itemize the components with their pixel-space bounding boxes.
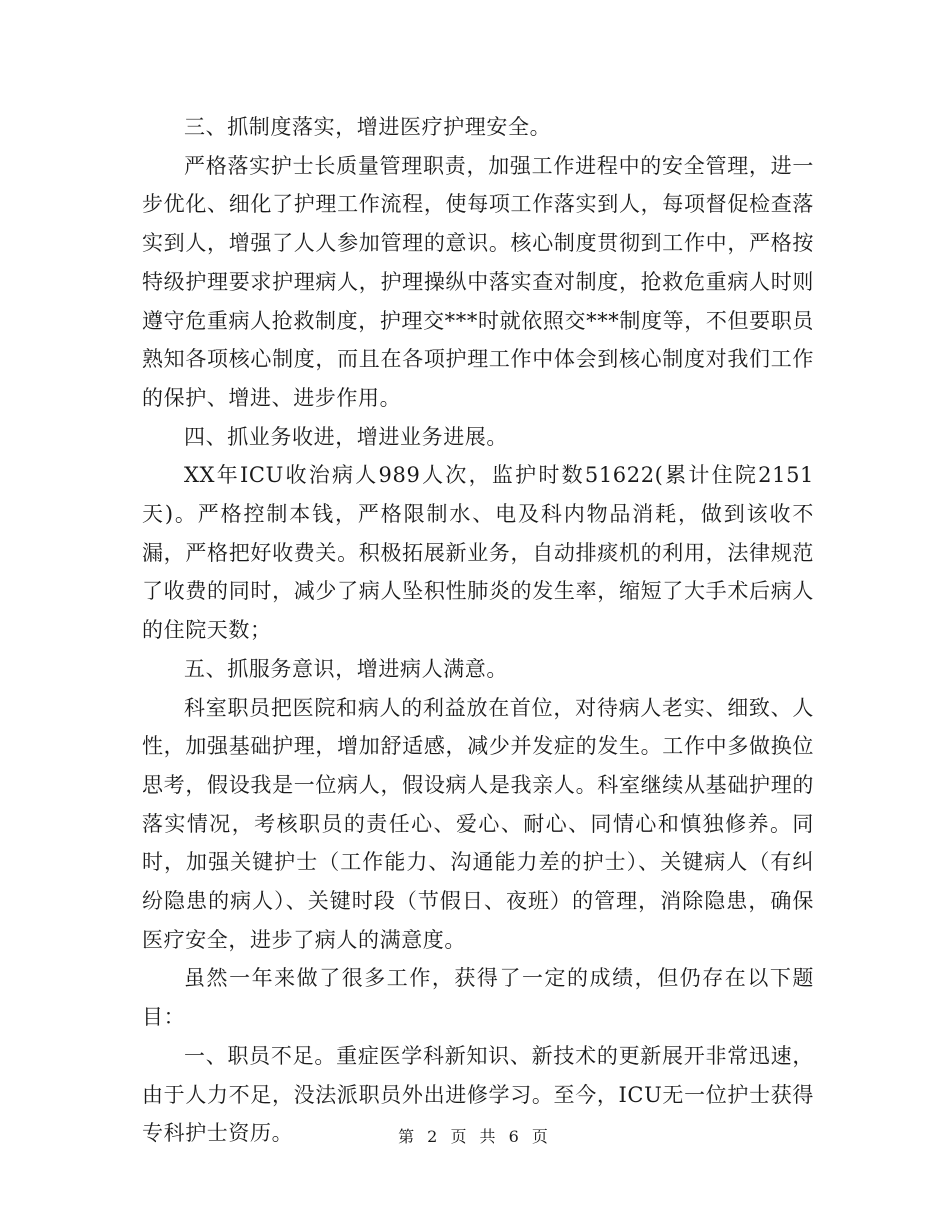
paragraph-body: 虽然一年来做了很多工作，获得了一定的成绩，但仍存在以下题目： (142, 966, 814, 1030)
paragraph-body: 科室职员把医院和病人的利益放在首位，对待病人老实、细致、人性，加强基础护理，增加舒适感，减少并发症的发生。工作中多做换位思考，假设我是一位病人，假设病人是我亲人。科室继续从基础护理的落实情况，考核职员的责任心、爱心、耐心、同情心和慎独修养。同时，加强关键护士（工作能力、沟通能力差的护士）、关键病人（有纠纷隐患的病人）、关键时段（节假日、夜班）的管理，消除隐患，确保医疗安全，进步了病人的满意度。 (142, 695, 814, 952)
page-footer: 第 2 页 共 6 页 (398, 1127, 552, 1146)
paragraph-heading-5: 五、抓服务意识，增进病人满意。 (184, 656, 508, 681)
paragraph-body: 一、职员不足。重症医学科新知识、新技术的更新展开非常迅速，由于人力不足，没法派职员外出进修学习。至今，ICU无一位护士获得专科护士资历。 (142, 1043, 814, 1146)
paragraph-body: 严格落实护士长质量管理职责，加强工作进程中的安全管理，进一步优化、细化了护理工作流程，使每项工作落实到人，每项督促检查落实到人，增强了人人参加管理的意识。核心制度贯彻到工作中，严格按特级护理要求护理病人，护理操纵中落实查对制度，抢救危重病人时则遵守危重病人抢救制度，护理交***时就依照交***制度等，不但要职员熟知各项核心制度，而且在各项护理工作中体会到核心制度对我们工作的保护、增进、进步作用。 (142, 153, 814, 410)
paragraph-heading-3: 三、抓制度落实，增进医疗护理安全。 (184, 115, 552, 139)
paragraph-body: XX年ICU收治病人989人次，监护时数51622(累计住院2151天)。严格控制本钱，严格限制水、电及科内物品消耗，做到该收不漏，严格把好收费关。积极拓展新业务，自动排痰机的利用，法律规范了收费的同时，减少了病人坠积性肺炎的发生率，缩短了大手术后病人的住院天数； (142, 463, 814, 643)
document-body (142, 108, 814, 1153)
paragraph-heading-4: 四、抓业务收进，增进业务进展。 (184, 424, 508, 449)
